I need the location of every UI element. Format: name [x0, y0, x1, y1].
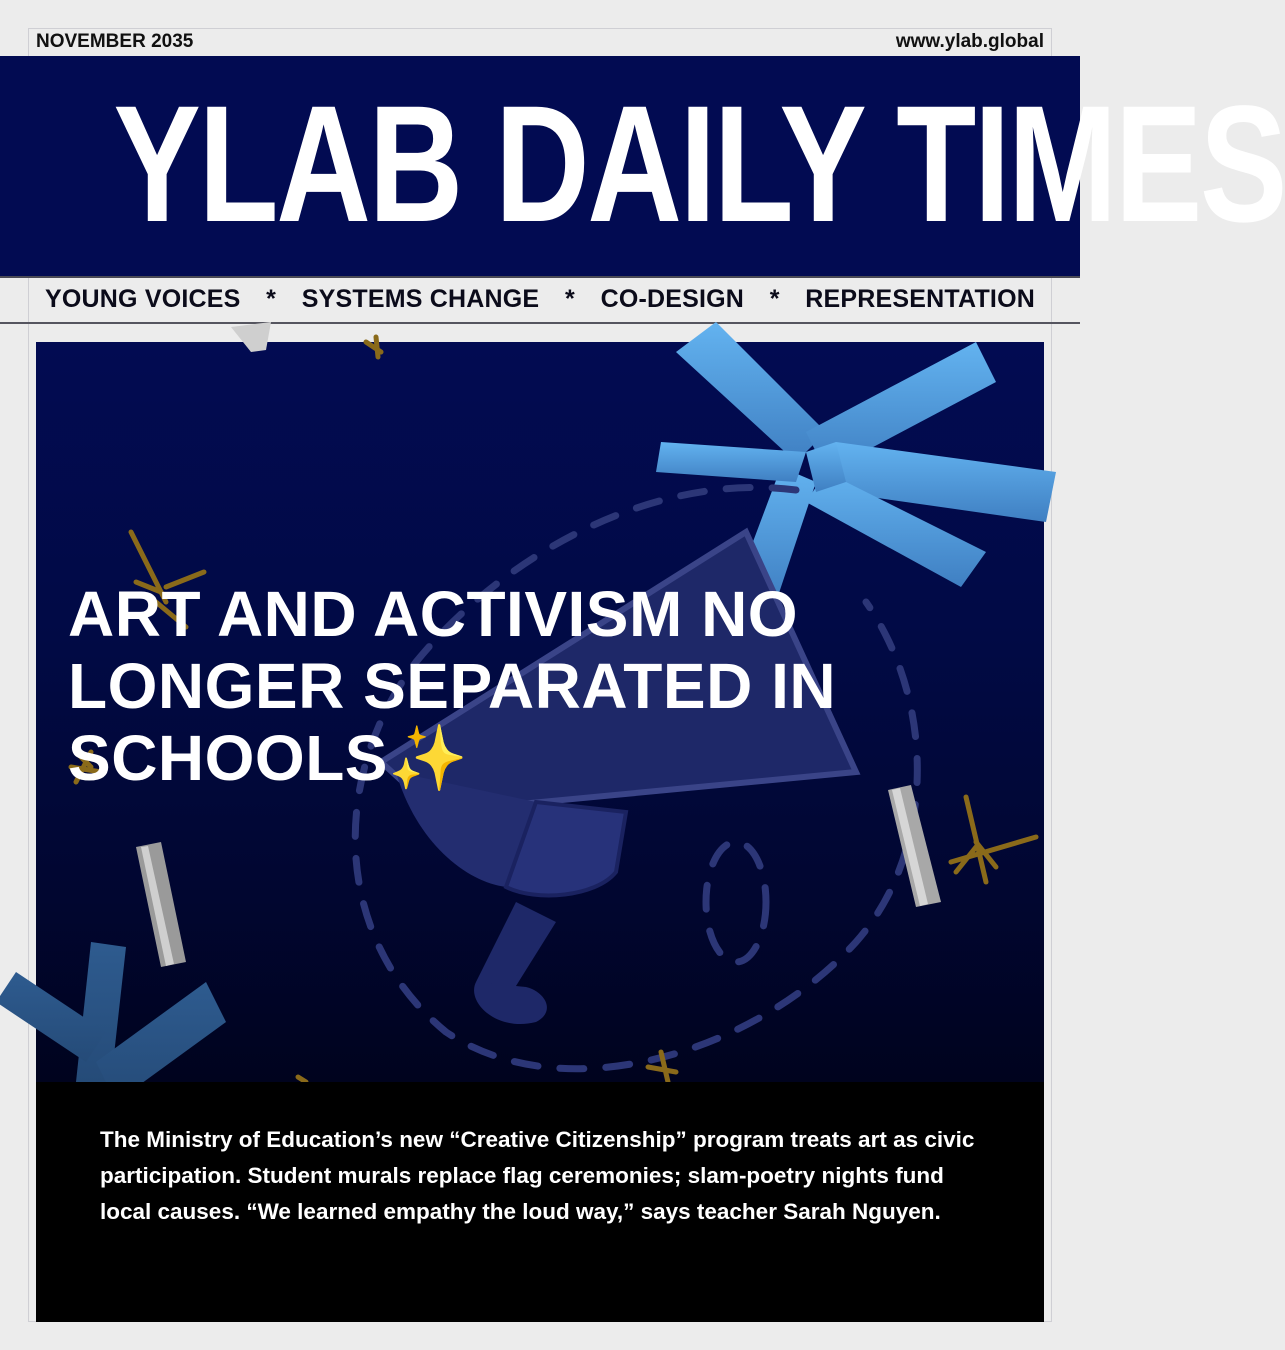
frame-line-top — [28, 28, 1052, 29]
tagline-separator: * — [564, 284, 575, 313]
masthead — [0, 56, 1285, 278]
tagline-item-young-voices: YOUNG VOICES — [45, 284, 241, 313]
hero-illustration — [36, 342, 1044, 1082]
tagline-separator: * — [769, 284, 780, 313]
tagline-item-systems-change: SYSTEMS CHANGE — [301, 284, 540, 313]
newspaper-title: YLAB DAILY TIMES — [113, 72, 1285, 257]
top-bar — [36, 30, 1044, 54]
issue-date: NOVEMBER 2035 — [36, 31, 194, 52]
article-caption — [36, 1082, 1044, 1322]
asterisk-icon — [0, 942, 226, 1102]
caption-text: The Ministry of Education’s new “Creative Citizenship” program treats art as civic participation. Student murals replace flag ceremonies; slam-poetry nights fund local causes. “We learned empathy the loud way,” says teacher Sarah Nguyen. — [100, 1127, 975, 1224]
website-link[interactable]: www.ylab.global — [895, 31, 1044, 52]
headline: ART AND ACTIVISM NO LONGER SEPARATED IN SCHOOLS✨ — [68, 578, 837, 794]
tagline-item-co-design: CO-DESIGN — [600, 284, 745, 313]
tagline-item-representation: REPRESENTATION — [805, 284, 1035, 313]
tagline-separator: * — [266, 284, 277, 313]
tagline-bar — [0, 276, 1080, 324]
